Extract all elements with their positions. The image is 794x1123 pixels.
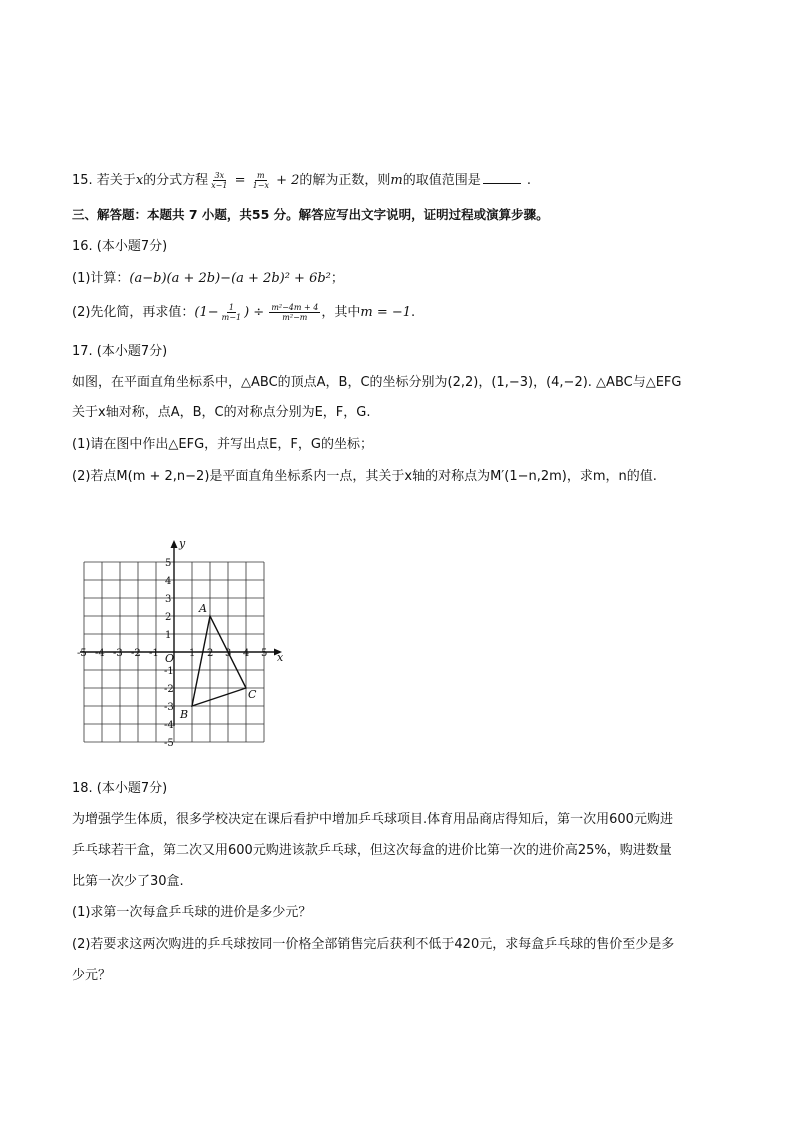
x-tick-label: -5 <box>77 648 87 659</box>
x-axis-label: x <box>277 651 284 664</box>
q18-title: 18. (本小题7分) <box>72 781 168 796</box>
q15-equals: = <box>230 173 250 188</box>
x-tick-label: -2 <box>131 648 141 659</box>
q16-p2-where: ，其中 <box>321 305 361 320</box>
x-tick-label: -3 <box>113 648 123 659</box>
q16-p1-end: ； <box>330 271 344 286</box>
y-tick-label: -1 <box>164 666 174 677</box>
q16-p1-expr: (a−b)(a + 2b)−(a + 2b)² + 6b² <box>129 271 331 286</box>
q16-fraction-2 <box>269 303 320 322</box>
q16-p2-open: (1− <box>194 305 219 320</box>
q17-title: 17. (本小题7分) <box>72 344 168 359</box>
x-tick-label: -1 <box>149 648 159 659</box>
q18-line2: 乒乓球若干盒，第二次又用600元购进该款乒乓球，但这次每盒的进价比第一次的进价高25%，购进数量 <box>72 843 672 858</box>
y-tick-label: 2 <box>165 612 172 623</box>
q16-part1 <box>72 269 344 289</box>
q15-plus2: + 2 <box>271 173 300 188</box>
y-tick-label: 5 <box>165 558 172 569</box>
q17-line1: 如图，在平面直角坐标系中，△ABC的顶点A，B，C的坐标分别为(2,2)，(1,−3)，(4,−2). △ABC与△EFG <box>72 375 682 390</box>
q15-frac1-num: 3x <box>214 171 225 180</box>
q16-part2 <box>72 303 415 323</box>
q18-line3: 比第一次少了30盒. <box>72 874 184 889</box>
y-tick-label: 1 <box>165 630 172 641</box>
q15-var-m: m <box>390 173 403 188</box>
q15-end: . <box>522 173 532 188</box>
y-tick-label: -5 <box>164 738 174 749</box>
q17-part1: (1)请在图中作出△EFG，并写出点E，F，G的坐标； <box>72 437 373 452</box>
q16-p2-label: (2)先化简，再求值： <box>72 305 195 320</box>
x-tick-label: -4 <box>95 648 105 659</box>
x-tick-label: 1 <box>189 648 196 659</box>
q18-part1: (1)求第一次每盒乒乓球的进价是多少元？ <box>72 905 312 920</box>
q16-frac1-den: m−1 <box>221 313 242 322</box>
y-tick-label: -4 <box>164 720 174 731</box>
q18-line1: 为增强学生体质，很多学校决定在课后看护中增加乒乓球项目.体育用品商店得知后，第一次用600元购进 <box>72 812 673 827</box>
q16-p2-div: ÷ <box>249 305 269 320</box>
point-label-a: A <box>199 602 207 615</box>
q17-line2: 关于x轴对称，点A，B，C的对称点分别为E，F，G. <box>72 405 371 420</box>
q16-p2-close: ) <box>244 305 250 320</box>
q15-answer-blank <box>483 171 521 184</box>
question-15 <box>72 171 531 191</box>
q15-frac2-num: m <box>257 171 265 180</box>
triangle-abc <box>179 602 257 721</box>
q15-suffix1: 的解为正数，则 <box>299 173 391 188</box>
coordinate-graph <box>76 532 296 767</box>
point-label-c: C <box>248 688 257 701</box>
q15-frac1-den: x−1 <box>211 181 228 190</box>
y-tick-label: -2 <box>164 684 174 695</box>
q15-var-x: x <box>135 173 144 188</box>
q16-p2-cond: m = −1 <box>360 305 412 320</box>
q15-mid: 的分式方程 <box>143 173 209 188</box>
x-tick-label: 3 <box>225 648 232 659</box>
q17-part2: (2)若点M(m + 2,n−2)是平面直角坐标系内一点，其关于x轴的对称点为M′(1−n,2m)，求m，n的值. <box>72 469 657 484</box>
q15-prefix: 15. 若关于 <box>72 173 136 188</box>
x-tick-label: 4 <box>243 648 250 659</box>
x-tick-label: 2 <box>207 648 214 659</box>
q16-frac1-num: 1 <box>228 303 234 312</box>
x-tick-label: 5 <box>261 648 268 659</box>
section-3-header: 三、解答题：本题共 7 小题，共55 分。解答应写出文字说明，证明过程或演算步骤。 <box>72 207 549 222</box>
y-tick-label: -3 <box>164 702 174 713</box>
q15-suffix2: 的取值范围是 <box>402 173 481 188</box>
q16-fraction-1 <box>220 303 243 322</box>
y-axis-arrow <box>171 540 178 548</box>
q16-p2-end: . <box>411 305 416 320</box>
q16-frac2-den: m²−m <box>282 313 308 322</box>
origin-label: O <box>165 652 175 665</box>
q18-part2-line2: 少元？ <box>72 968 112 983</box>
q16-title: 16. (本小题7分) <box>72 239 168 254</box>
q18-part2-line1: (2)若要求这两次购进的乒乓球按同一价格全部销售完后获利不低于420元，求每盒乒乓球的售价至少是多 <box>72 937 675 952</box>
y-axis-label: y <box>179 537 186 550</box>
q16-frac2-num: m²−4m + 4 <box>271 303 319 312</box>
point-label-b: B <box>180 708 189 721</box>
y-tick-label: 4 <box>165 576 172 587</box>
q15-fraction-2 <box>251 171 271 190</box>
q15-frac2-den: 1−x <box>252 181 269 190</box>
q15-fraction-1 <box>209 171 229 190</box>
q16-p1-label: (1)计算： <box>72 271 130 286</box>
y-tick-label: 3 <box>165 594 172 605</box>
triangle-shape <box>192 616 246 706</box>
